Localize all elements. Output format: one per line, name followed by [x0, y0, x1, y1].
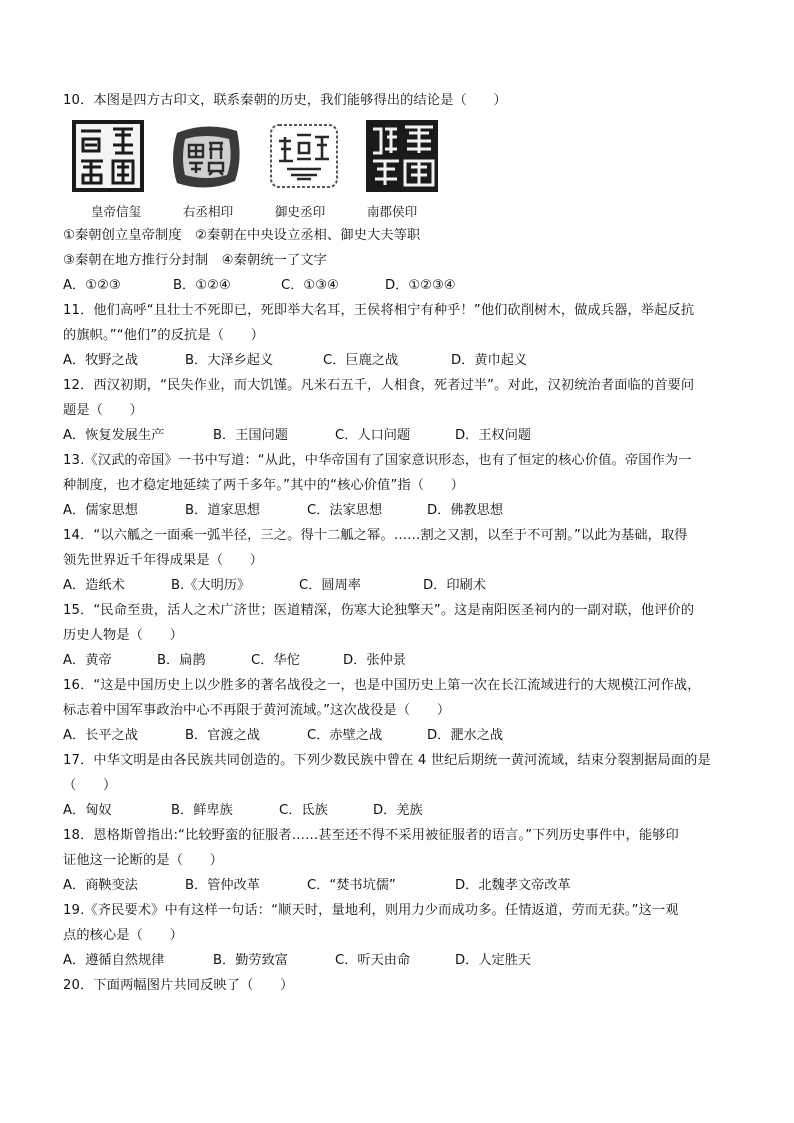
option-b[interactable]: B．道家思想 [185, 503, 260, 518]
seal-caption: 皇帝信玺 [90, 204, 142, 219]
option-a[interactable]: A．遵循自然规律 [63, 953, 165, 968]
answer-options [63, 498, 743, 523]
question-stem: （ ） [63, 778, 117, 793]
seal-image-1 [71, 119, 145, 193]
option-b[interactable]: B．官渡之战 [185, 728, 260, 743]
option-d[interactable]: D．北魏孝文帝改革 [455, 878, 571, 893]
option-c[interactable]: C．听天由命 [335, 953, 411, 968]
seal-caption: 右丞相印 [182, 204, 234, 219]
answer-options [63, 348, 743, 373]
question-stem: 17．中华文明是由各民族共同创造的。下列少数民族中曾在 4 世纪后期统一黄河流域，结束分裂割据局面的是 [63, 753, 711, 768]
question-stem: 14．“以六觚之一面乘一弧半径，三之。得十二觚之幂。……割之又割，以至于不可割。”以此为基础，取得 [63, 528, 688, 543]
question-stem: 11．他们高呼“且壮士不死即已，死即举大名耳，王侯将相宁有种乎！”他们砍削树木，做成兵器，举起反抗 [63, 303, 695, 318]
question-14 [63, 523, 743, 598]
exam-page [63, 88, 743, 998]
question-stem: 18．恩格斯曾指出:“比较野蛮的征服者……甚至还不得不采用被征服者的语言。”下列历史事件中，能够印 [63, 828, 679, 843]
option-d[interactable]: D．淝水之战 [427, 728, 504, 743]
question-16 [63, 673, 743, 748]
answer-options [63, 798, 743, 823]
question-17 [63, 748, 743, 823]
option-a[interactable]: A．商鞅变法 [63, 878, 138, 893]
option-b[interactable]: B．大泽乡起义 [185, 353, 274, 368]
question-stem: 点的核心是（ ） [63, 928, 184, 943]
seal-image-2 [169, 119, 243, 193]
question-stem: 16．“这是中国历史上以少胜多的著名战役之一，也是中国历史上第一次在长江流域进行的大规模江河作战， [63, 678, 701, 693]
answer-options [63, 573, 743, 598]
question-19 [63, 898, 743, 973]
option-b[interactable]: B.《大明历》 [171, 578, 251, 593]
answer-options [63, 723, 743, 748]
question-stem: 12．西汉初期，“民失作业，而大饥馑。凡米石五千，人相食，死者过半”。对此，汉初统治者面临的首要问 [63, 378, 695, 393]
question-stem: 题是（ ） [63, 403, 144, 418]
option-b[interactable]: B．扁鹊 [157, 653, 206, 668]
option-c[interactable]: C．①③④ [281, 278, 339, 293]
question-stem: 历史人物是（ ） [63, 628, 184, 643]
option-c[interactable]: C．氐族 [279, 803, 328, 818]
option-b[interactable]: B．勤劳致富 [213, 953, 288, 968]
question-stem: 19.《齐民要术》中有这样一句话：“顺天时，量地利，则用力少而成功多。任情返道，劳而无获。”这一观 [63, 903, 679, 918]
option-c[interactable]: C．人口问题 [335, 428, 411, 443]
option-c[interactable]: C．华佗 [251, 653, 300, 668]
option-d[interactable]: D．佛教思想 [427, 503, 504, 518]
statement-line: ①秦朝创立皇帝制度 ②秦朝在中央设立丞相、御史大夫等职 [63, 228, 421, 243]
answer-options [63, 873, 743, 898]
question-stem: 种制度，也才稳定地延续了两千多年。”其中的“核心价值”指（ ） [63, 478, 465, 493]
statement-line: ③秦朝在地方推行分封制 ④秦朝统一了文字 [63, 253, 328, 268]
question-12 [63, 373, 743, 448]
question-10 [63, 88, 743, 298]
seal-image-3 [267, 119, 341, 193]
answer-options [63, 948, 743, 973]
question-stem: 20．下面两幅图片共同反映了（ ） [63, 978, 294, 993]
option-a[interactable]: A．牧野之战 [63, 353, 138, 368]
answer-options [63, 423, 743, 448]
question-11 [63, 298, 743, 373]
option-d[interactable]: D．羌族 [373, 803, 423, 818]
answer-options [63, 273, 743, 298]
option-b[interactable]: B．①②④ [173, 278, 231, 293]
option-c[interactable]: C．法家思想 [307, 503, 383, 518]
seal-caption: 御史丞印 [274, 204, 326, 219]
question-stem: 领先世界近千年得成果是（ ） [63, 553, 264, 568]
question-stem: 13.《汉武的帝国》一书中写道：“从此，中华帝国有了国家意识形态，也有了恒定的核心价值。帝国作为一 [63, 453, 692, 468]
option-d[interactable]: D．张仲景 [343, 653, 406, 668]
option-a[interactable]: A．匈奴 [63, 803, 112, 818]
question-stem: 标志着中国军事政治中心不再限于黄河流域。”这次战役是（ ） [63, 703, 451, 718]
option-c[interactable]: C．“焚书坑儒” [307, 878, 396, 893]
question-15 [63, 598, 743, 673]
option-d[interactable]: D．王权问题 [455, 428, 532, 443]
option-a[interactable]: A．恢复发展生产 [63, 428, 165, 443]
question-stem: 的旗帜。”“他们”的反抗是（ ） [63, 328, 265, 343]
option-a[interactable]: A．①②③ [63, 278, 121, 293]
option-a[interactable]: A．造纸术 [63, 578, 125, 593]
seal-captions [71, 199, 743, 223]
question-stem: 10．本图是四方古印文，联系秦朝的历史，我们能够得出的结论是（ ） [63, 93, 507, 108]
option-d[interactable]: D．印刷术 [423, 578, 486, 593]
option-c[interactable]: C．赤壁之战 [307, 728, 383, 743]
option-a[interactable]: A．长平之战 [63, 728, 138, 743]
option-c[interactable]: C．圆周率 [299, 578, 361, 593]
seal-caption: 南郡侯印 [366, 204, 418, 219]
seal-images [71, 119, 743, 195]
option-a[interactable]: A．儒家思想 [63, 503, 138, 518]
seal-image-4 [365, 119, 439, 193]
option-d[interactable]: D．黄巾起义 [451, 353, 528, 368]
option-b[interactable]: B．管仲改革 [185, 878, 260, 893]
question-18 [63, 823, 743, 898]
question-13 [63, 448, 743, 523]
question-stem: 15．“民命至贵，活人之术广济世；医道精深，伤寒大论独擎天”。这是南阳医圣祠内的一副对联，他评价的 [63, 603, 695, 618]
option-b[interactable]: B．王国问题 [213, 428, 288, 443]
option-a[interactable]: A．黄帝 [63, 653, 112, 668]
option-d[interactable]: D．人定胜天 [455, 953, 532, 968]
option-c[interactable]: C．巨鹿之战 [323, 353, 399, 368]
question-20 [63, 973, 743, 998]
answer-options [63, 648, 743, 673]
question-stem: 证他这一论断的是（ ） [63, 853, 224, 868]
option-b[interactable]: B．鲜卑族 [171, 803, 233, 818]
option-d[interactable]: D．①②③④ [385, 278, 456, 293]
